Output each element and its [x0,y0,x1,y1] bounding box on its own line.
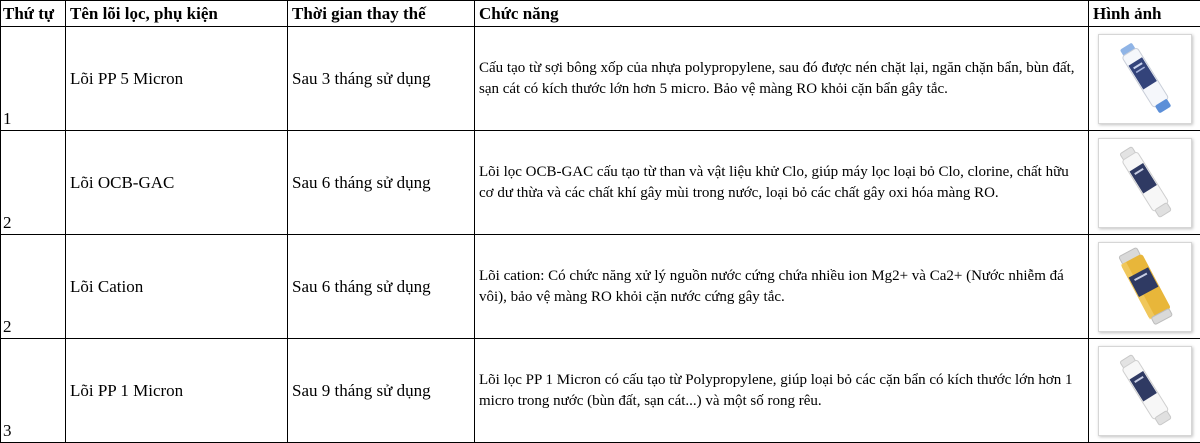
image-cell [1089,27,1200,131]
time-cell: Sau 6 tháng sử dụng [288,235,475,339]
header-name: Tên lõi lọc, phụ kiện [66,1,288,27]
table-row [1,235,1200,339]
white-filter-cartridge-icon [1098,346,1192,436]
order-cell: 3 [1,339,66,443]
table-row [1,339,1200,443]
header-function: Chức năng [475,1,1089,27]
header-order: Thứ tự [1,1,66,27]
table-row [1,131,1200,235]
time-cell: Sau 6 tháng sử dụng [288,131,475,235]
white-filter-cartridge-icon [1098,138,1192,228]
name-cell: Lõi PP 1 Micron [66,339,288,443]
white-filter-cartridge-icon [1098,34,1192,124]
name-cell: Lõi Cation [66,235,288,339]
time-cell: Sau 3 tháng sử dụng [288,27,475,131]
header-row [1,1,1200,27]
order-cell: 2 [1,131,66,235]
image-cell [1089,339,1200,443]
name-cell: Lõi PP 5 Micron [66,27,288,131]
header-time: Thời gian thay thế [288,1,475,27]
order-cell: 2 [1,235,66,339]
function-cell: Lõi lọc OCB-GAC cấu tạo từ than và vật liệu khử Clo, giúp máy lọc loại bỏ Clo, clorine, chất hữu cơ dư thừa và các chất khí gây mùi trong nước, loại bỏ các chất gây oxi hóa màng RO. [475,131,1089,235]
image-cell [1089,235,1200,339]
order-cell: 1 [1,27,66,131]
header-image: Hình ảnh [1089,1,1200,27]
table-row [1,27,1200,131]
time-cell: Sau 9 tháng sử dụng [288,339,475,443]
function-cell: Lõi lọc PP 1 Micron có cấu tạo từ Polypropylene, giúp loại bỏ các cặn bẩn có kích thước lớn hơn 1 micro trong nước (bùn đất, sạn cát...) và một số rong rêu. [475,339,1089,443]
image-cell [1089,131,1200,235]
function-cell: Lõi cation: Có chức năng xử lý nguồn nước cứng chứa nhiều ion Mg2+ và Ca2+ (Nước nhiễm đá vôi), bảo vệ màng RO khỏi cặn nước cứng gây tắc. [475,235,1089,339]
name-cell: Lõi OCB-GAC [66,131,288,235]
function-cell: Cấu tạo từ sợi bông xốp của nhựa polypropylene, sau đó được nén chặt lại, ngăn chặn bẩn, bùn đất, sạn cát có kích thước lớn hơn 5 micro. Bảo vệ màng RO khỏi cặn bẩn gây tắc. [475,27,1089,131]
yellow-filter-cartridge-icon [1098,242,1192,332]
